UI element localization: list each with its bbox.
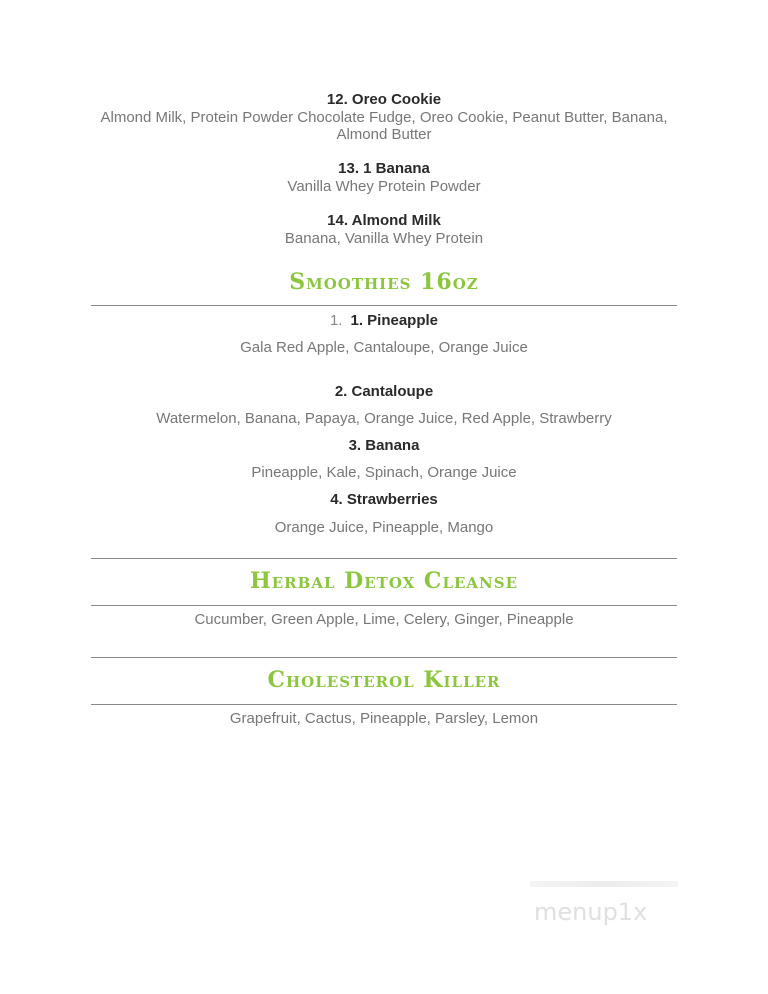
item-title-row xyxy=(0,312,768,330)
item-title: 13. 1 Banana xyxy=(338,160,430,177)
watermark-strip xyxy=(530,881,678,887)
item-description: Gala Red Apple, Cantaloupe, Orange Juice xyxy=(240,339,528,356)
item-title: 12. Oreo Cookie xyxy=(326,91,442,108)
item-description: Orange Juice, Pineapple, Mango xyxy=(274,519,494,536)
section-heading-cholesterol: Cholesterol Killer xyxy=(267,667,501,693)
item-description: Watermelon, Banana, Papaya, Orange Juice, Red Apple, Strawberry xyxy=(156,410,612,427)
list-marker: 1. xyxy=(329,312,343,329)
item-title: 1. Pineapple xyxy=(350,312,439,329)
item-description: Cucumber, Green Apple, Lime, Celery, Ginger, Pineapple xyxy=(194,611,574,628)
item-description: Almond Butter xyxy=(336,126,432,143)
item-description: Banana, Vanilla Whey Protein xyxy=(284,230,484,247)
section-divider xyxy=(91,305,677,306)
item-description: Pineapple, Kale, Spinach, Orange Juice xyxy=(251,464,517,481)
section-divider xyxy=(91,558,677,559)
section-divider xyxy=(91,657,677,658)
item-description: Grapefruit, Cactus, Pineapple, Parsley, Lemon xyxy=(229,710,539,727)
item-description: Vanilla Whey Protein Powder xyxy=(287,178,481,195)
section-heading-smoothies: Smoothies 16oz xyxy=(289,269,479,295)
item-title: 2. Cantaloupe xyxy=(334,383,434,400)
item-description: Almond Milk, Protein Powder Chocolate Fudge, Oreo Cookie, Peanut Butter, Banana, xyxy=(100,109,668,126)
item-title: 3. Banana xyxy=(348,437,420,454)
watermark-logo: menup1x xyxy=(534,898,648,926)
section-divider xyxy=(91,605,677,606)
section-heading-herbal: Herbal Detox Cleanse xyxy=(249,568,519,594)
section-divider xyxy=(91,704,677,705)
item-title: 4. Strawberries xyxy=(330,491,438,508)
item-title: 14. Almond Milk xyxy=(327,212,441,229)
